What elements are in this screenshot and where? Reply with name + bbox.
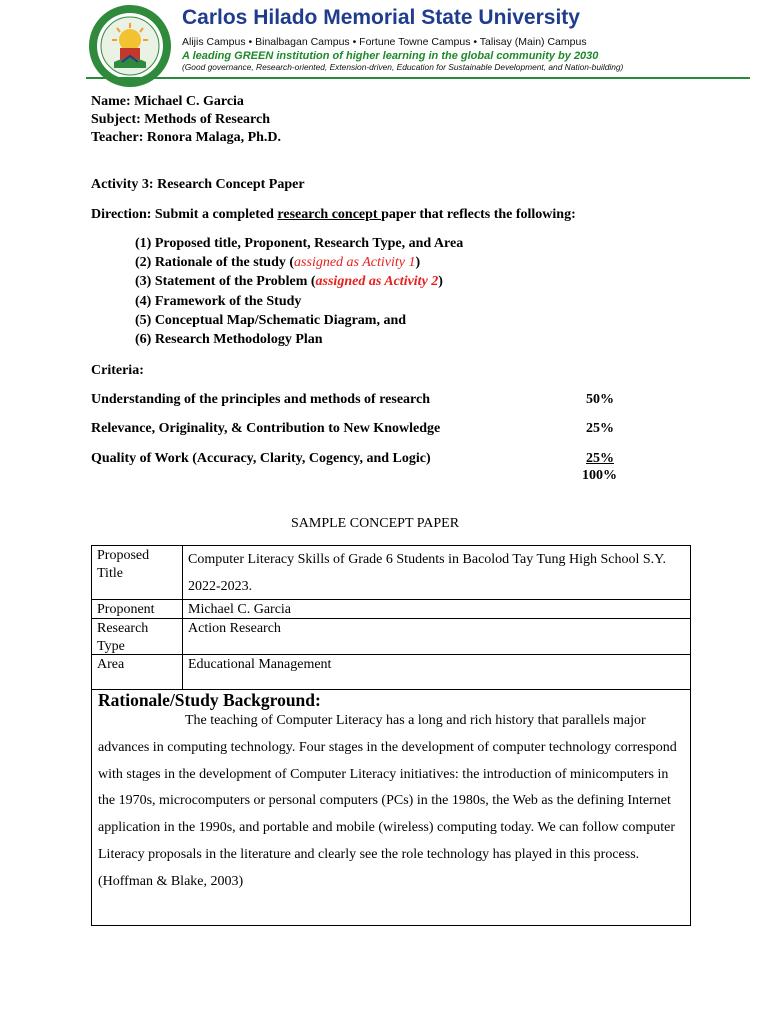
criteria-weight: 50% <box>586 392 614 407</box>
sample-heading: SAMPLE CONCEPT PAPER <box>291 516 460 531</box>
rationale-text <box>98 708 688 896</box>
requirement-item <box>135 332 323 348</box>
table-value-cell: Educational Management <box>182 654 691 690</box>
table-label-cell: Proposed Title <box>91 545 183 600</box>
activity-title: Activity 3: Research Concept Paper <box>91 177 305 192</box>
table-label-cell: Area <box>91 654 183 690</box>
table-value-cell: Michael C. Garcia <box>182 599 691 619</box>
requirement-close: ) <box>415 255 421 270</box>
direction-suffix: paper that reflects the following: <box>381 207 576 222</box>
student-name: Name: Michael C. Garcia <box>91 94 244 109</box>
university-seal-icon <box>88 4 172 88</box>
requirement-close: ) <box>438 274 443 289</box>
requirement-item <box>135 313 406 329</box>
requirement-note: assigned as Activity 2 <box>315 274 439 289</box>
requirement-text: (6) Research Methodology Plan <box>135 332 323 347</box>
requirement-note: assigned as Activity 1 <box>294 255 416 270</box>
rationale-paragraph: The teaching of Computer Literacy has a long and rich history that parallels major advances in computing technology. Four stages in the development of computer technology correspond with stages in the development of Computer Literacy initiatives: the introduction of minicomputers in the 1970s, microcomputers or personal computers (PCs) in the 1980s, the Web as the defining Internet application in the 1990s, and portable and mobile (wireless) computing today. We can follow computer Literacy proposals in the literature and clearly see the role technology has played in this process. (Hoffman & Blake, 2003) <box>98 713 677 889</box>
criteria-weight: 25% <box>586 421 614 436</box>
requirement-item <box>135 274 443 290</box>
requirement-item <box>135 294 301 310</box>
requirement-text: (3) Statement of the Problem ( <box>135 274 316 289</box>
campus-list: Alijis Campus • Binalbagan Campus • Fortune Towne Campus • Talisay (Main) Campus <box>182 36 587 48</box>
subject-line: Subject: Methods of Research <box>91 112 270 127</box>
criteria-label: Understanding of the principles and methods of research <box>91 392 431 407</box>
requirement-item <box>135 255 420 271</box>
table-value-cell: Computer Literacy Skills of Grade 6 Students in Bacolod Tay Tung High School S.Y. 2022-2023. <box>182 545 691 600</box>
mission-statement: (Good governance, Research-oriented, Extension-driven, Education for Sustainable Development, and Nation-building) <box>182 62 624 72</box>
criteria-heading: Criteria: <box>91 363 144 378</box>
requirement-text: (4) Framework of the Study <box>135 294 302 309</box>
table-label-cell: Research Type <box>91 618 183 655</box>
teacher-line: Teacher: Ronora Malaga, Ph.D. <box>91 130 282 145</box>
requirement-text: (2) Rationale of the study ( <box>135 255 295 270</box>
vision-statement: A leading GREEN institution of higher learning in the global community by 2030 <box>182 50 599 62</box>
requirement-text: (1) Proposed title, Proponent, Research Type, and Area <box>135 236 464 251</box>
criteria-total: 100% <box>582 468 617 483</box>
requirement-item <box>135 236 463 252</box>
direction-underlined: research concept <box>277 207 382 222</box>
table-value-cell: Action Research <box>182 618 691 655</box>
direction-line <box>91 207 576 223</box>
requirement-text: (5) Conceptual Map/Schematic Diagram, and <box>135 313 407 328</box>
rationale-heading: Rationale/Study Background: <box>98 690 321 710</box>
criteria-label: Relevance, Originality, & Contribution to New Knowledge <box>91 421 441 436</box>
table-label-cell: Proponent <box>91 599 183 619</box>
header-divider <box>86 77 750 79</box>
criteria-weight: 25% <box>586 451 614 466</box>
university-name: Carlos Hilado Memorial State University <box>182 6 580 29</box>
direction-prefix: Direction: Submit a completed <box>91 207 278 222</box>
criteria-label: Quality of Work (Accuracy, Clarity, Cogency, and Logic) <box>91 451 431 466</box>
